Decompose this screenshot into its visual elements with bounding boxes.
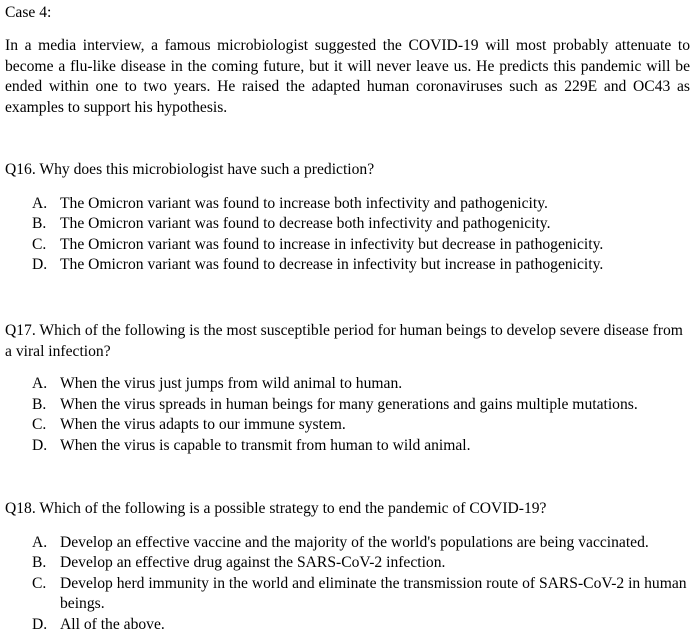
option-text: All of the above.: [60, 615, 165, 633]
question-17-option-c: [5, 415, 690, 436]
option-text: The Omicron variant was found to increase in infectivity but decrease in pathogenicity.: [60, 235, 604, 253]
question-18-option-d: [5, 615, 690, 636]
question-16-stem: Q16. Why does this microbiologist have such a prediction?: [5, 161, 375, 178]
question-16-option-a: [5, 194, 690, 215]
option-text: The Omicron variant was found to increase both infectivity and pathogenicity.: [60, 194, 548, 212]
option-text: When the virus is capable to transmit from human to wild animal.: [60, 436, 471, 454]
option-text: When the virus spreads in human beings for many generations and gains multiple mutations.: [60, 395, 638, 413]
question-18-option-a: [5, 533, 690, 554]
case-title: Case 4:: [5, 4, 52, 21]
option-text: The Omicron variant was found to decrease both infectivity and pathogenicity.: [60, 215, 551, 232]
question-18-option-b: [5, 553, 690, 574]
case-intro-paragraph: In a media interview, a famous microbiologist suggested the COVID-19 will most probably attenuate to become a flu-like disease in the coming future, but it will never leave us. He predicts this pandemic will be ended within one to two years. He raised the adapted human coronaviruses such as 229E and OC43 as examples to support his hypothesis.: [5, 37, 690, 116]
question-18-stem: Q18. Which of the following is a possible strategy to end the pandemic of COVID-19?: [5, 500, 547, 517]
option-text: Develop an effective vaccine and the majority of the world's populations are being vaccinated.: [60, 533, 649, 551]
question-16-options: [5, 194, 690, 276]
option-text: When the virus just jumps from wild animal to human.: [60, 375, 403, 392]
question-17-option-d: [5, 436, 690, 457]
option-text: Develop herd immunity in the world and eliminate the transmission route of SARS-CoV-2 in human beings.: [60, 574, 687, 612]
question-17-option-a: [5, 374, 690, 395]
option-letter: A.: [32, 375, 48, 392]
option-text: Develop an effective drug against the SARS-CoV-2 infection.: [60, 554, 446, 571]
question-17-option-b: [5, 395, 690, 416]
option-letter: D.: [32, 436, 48, 454]
option-letter: B.: [32, 554, 47, 571]
question-18-options: [5, 533, 690, 636]
option-letter: A.: [32, 194, 48, 212]
question-18: [5, 499, 690, 635]
question-17: [5, 321, 690, 456]
option-letter: C.: [32, 574, 47, 592]
question-16-option-d: [5, 255, 690, 276]
option-letter: C.: [32, 235, 47, 253]
option-text: The Omicron variant was found to decrease in infectivity but increase in pathogenicity.: [60, 256, 604, 273]
option-letter: B.: [32, 395, 47, 413]
question-17-stem: Q17. Which of the following is the most susceptible period for human beings to develop severe disease from a viral infection?: [5, 322, 683, 360]
option-letter: D.: [32, 256, 48, 273]
question-16-option-c: [5, 235, 690, 256]
option-letter: D.: [32, 615, 48, 633]
question-18-option-c: [5, 574, 690, 615]
question-16: [5, 160, 690, 276]
option-letter: C.: [32, 416, 47, 433]
question-17-options: [5, 374, 690, 456]
question-16-option-b: [5, 214, 690, 235]
option-text: When the virus adapts to our immune system.: [60, 416, 346, 433]
option-letter: B.: [32, 215, 47, 232]
option-letter: A.: [32, 533, 48, 551]
